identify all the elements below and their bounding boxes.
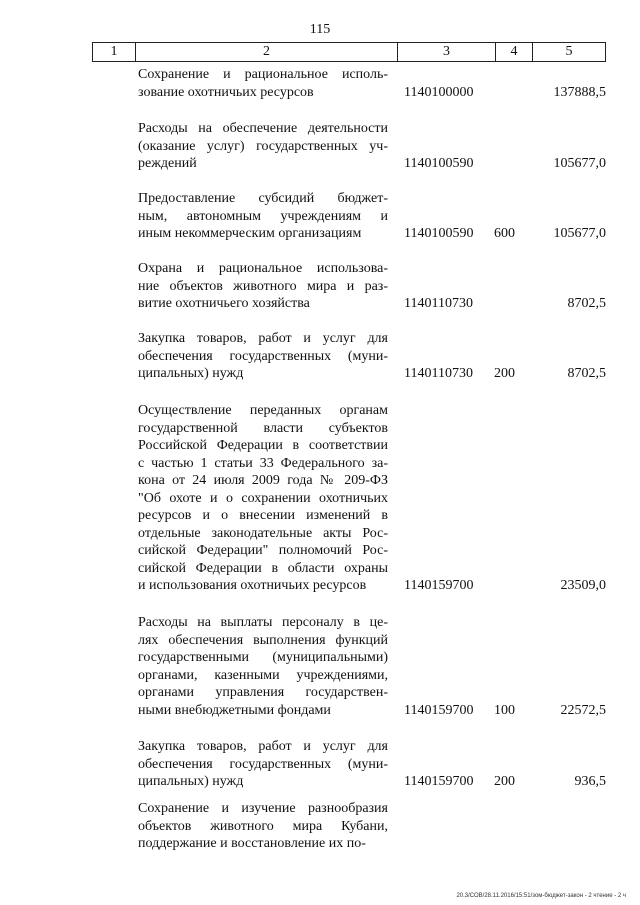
description-line: с частью 1 статьи 33 Федерального за-: [138, 455, 388, 471]
description-line: государственными (муниципальными): [138, 650, 388, 665]
row-amount: 936,5: [574, 774, 606, 789]
description-line: кона от 24 июля 2009 года № 209-ФЗ: [138, 473, 388, 488]
description-line: ние объектов животного мира и раз-: [138, 278, 388, 294]
page-number: 115: [309, 22, 331, 37]
row-description: [138, 190, 388, 243]
row-description: [138, 120, 388, 173]
description-line: отдельные законодательные акты Рос-: [138, 525, 388, 541]
row-code: 1140100000: [404, 84, 474, 100]
row-description: [138, 800, 388, 853]
description-line: государственной власти субъектов: [138, 420, 388, 436]
row-amount: 105677,0: [553, 156, 606, 171]
description-line: объектов животного мира Кубани,: [138, 818, 388, 834]
description-line: Закупка товаров, работ и услуг для: [138, 331, 388, 346]
description-line: поддержание и восстановление их по-: [138, 836, 366, 851]
description-line: Российской Федерации в соответствии: [138, 438, 388, 453]
row-description: [138, 402, 388, 595]
description-line: Закупка товаров, работ и услуг для: [138, 739, 388, 754]
description-line: Расходы на обеспечение деятельности: [138, 121, 388, 136]
description-line: ресурсов и о внесении изменений в: [138, 508, 388, 523]
row-amount: 22572,5: [560, 702, 606, 718]
description-line: ципальных) нужд: [138, 774, 244, 789]
description-line: (оказание услуг) государственных уч-: [138, 138, 388, 154]
description-line: "Об охоте и о сохранении охотничьих: [138, 490, 388, 506]
row-amount: 23509,0: [560, 578, 606, 593]
description-line: Сохранение и изучение разнообразия: [138, 801, 388, 816]
header-col-1: 1: [93, 43, 136, 61]
description-line: Сохранение и рациональное исполь-: [138, 67, 388, 82]
description-line: сийской Федерации в области охраны: [138, 560, 388, 576]
row-code: 1140100590: [404, 226, 474, 241]
row-expense-type: 100: [494, 702, 515, 718]
description-line: лях обеспечения выполнения функций: [138, 632, 388, 648]
description-line: Охрана и рациональное использова-: [138, 261, 388, 276]
header-col-3: 3: [398, 43, 496, 61]
description-line: реждений: [138, 156, 197, 171]
description-line: витие охотничьего хозяйства: [138, 296, 310, 311]
header-col-5: 5: [565, 44, 573, 59]
description-line: Осуществление переданных органам: [138, 403, 388, 418]
description-line: Предоставление субсидий бюджет-: [138, 191, 388, 206]
row-code: 1140100590: [404, 156, 474, 171]
description-line: сийской Федерации" полномочий Рос-: [138, 543, 388, 558]
description-line: Расходы на выплаты персоналу в це-: [138, 615, 388, 630]
row-description: [138, 738, 388, 791]
row-code: 1140159700: [404, 774, 474, 789]
header-col-2: 2: [136, 43, 398, 61]
row-expense-type: 600: [494, 226, 515, 241]
description-line: обеспечения государственных (муни-: [138, 756, 388, 772]
row-amount: 8702,5: [567, 366, 606, 381]
description-line: ными внебюджетными фондами: [138, 702, 331, 718]
description-line: ципальных) нужд: [138, 366, 244, 381]
table-header: [92, 42, 606, 62]
header-col-4: 4: [496, 43, 533, 61]
footer-note: 20.3/СОВ/28.11.2016/15:51/зом-бюджет-закон - 2 чтение - 2 ч: [456, 893, 626, 899]
description-line: обеспечения государственных (муни-: [138, 348, 388, 364]
row-description: [138, 330, 388, 383]
row-amount: 137888,5: [553, 84, 606, 100]
description-line: органами, казенными учреждениями,: [138, 667, 388, 683]
description-line: зование охотничьих ресурсов: [138, 84, 314, 100]
row-amount: 105677,0: [553, 226, 606, 241]
row-code: 1140110730: [404, 296, 473, 311]
row-code: 1140159700: [404, 702, 474, 718]
row-description: [138, 66, 388, 101]
description-line: органами управления государствен-: [138, 685, 388, 700]
row-expense-type: 200: [494, 366, 515, 381]
row-description: [138, 260, 388, 313]
description-line: иным некоммерческим организациям: [138, 226, 362, 241]
description-line: ным, автономным учреждениям и: [138, 208, 388, 224]
row-code: 1140159700: [404, 578, 474, 593]
row-expense-type: 200: [494, 774, 515, 789]
row-code: 1140110730: [404, 366, 473, 381]
row-description: [138, 614, 388, 719]
row-amount: 8702,5: [567, 296, 606, 311]
description-line: и использования охотничьих ресурсов: [138, 578, 367, 593]
